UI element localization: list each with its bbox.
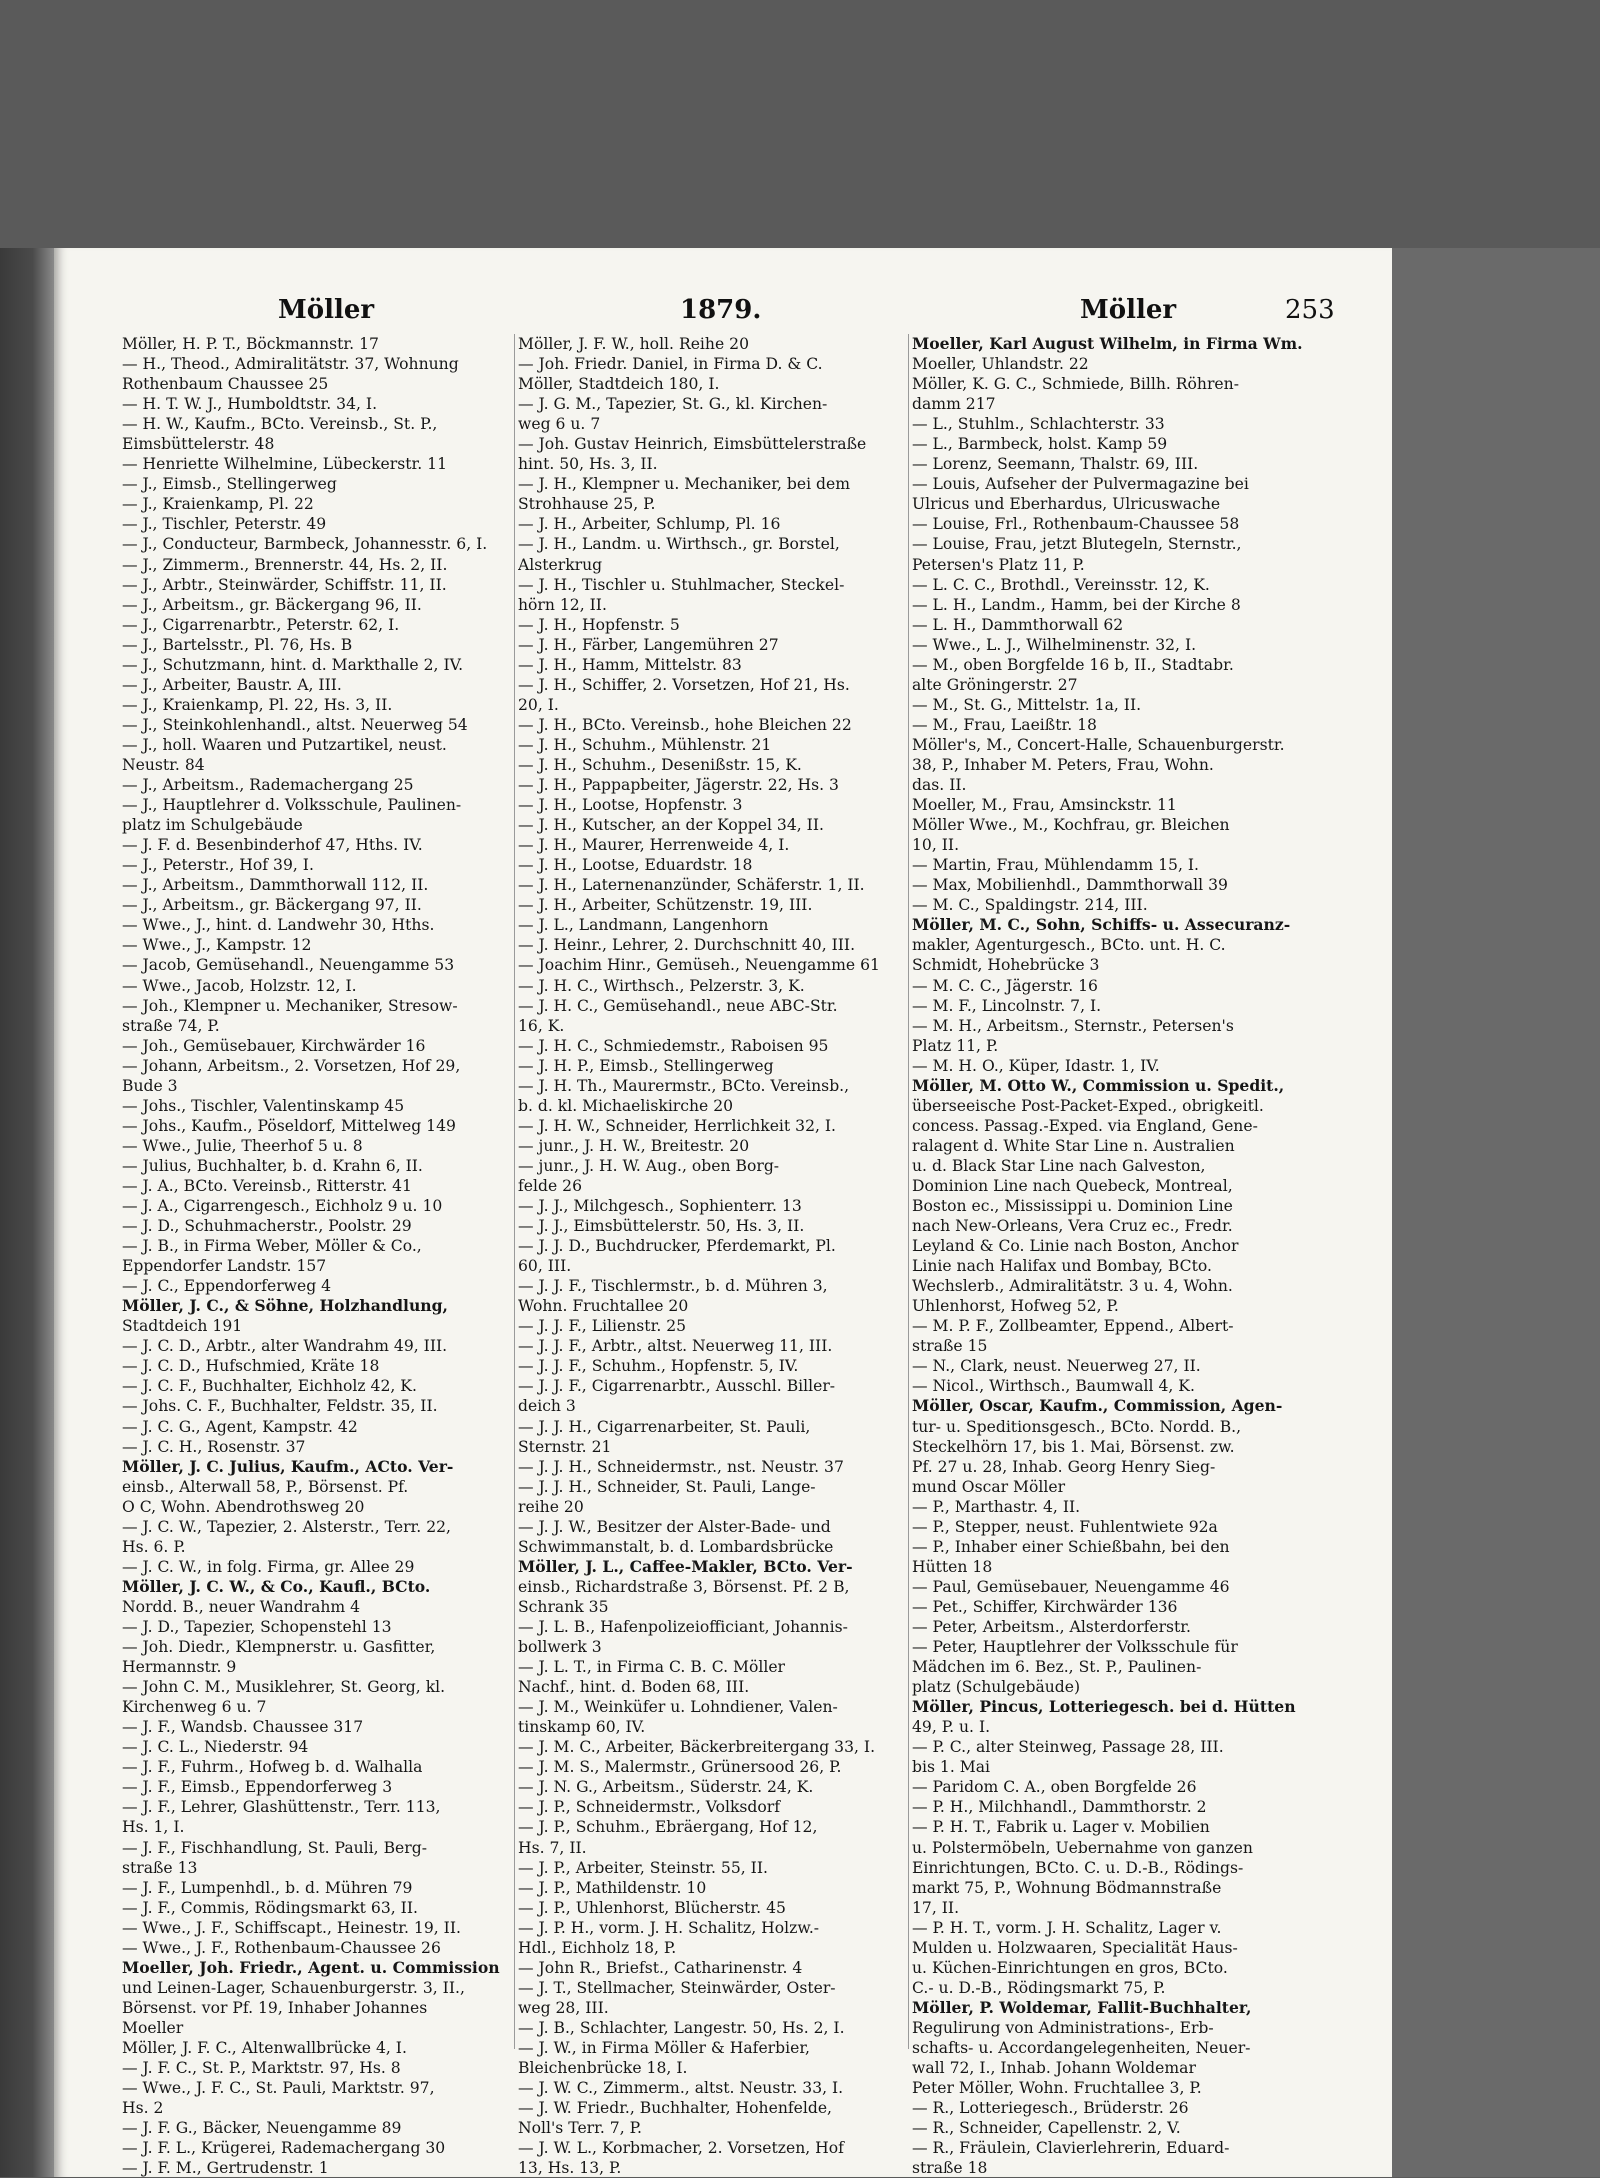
directory-entry-line: Möller, J. C., & Söhne, Holzhandlung, (122, 1296, 448, 1316)
directory-entry-line: — J., holl. Waaren und Putzartikel, neust. (122, 735, 447, 754)
directory-entry-line: Peter Möller, Wohn. Fruchtallee 3, P. (912, 2079, 1202, 2098)
directory-entry-line: — J. H., Arbeiter, Schlump, Pl. 16 (518, 515, 781, 534)
directory-entry-line: — L., Stuhlm., Schlachterstr. 33 (912, 415, 1165, 434)
directory-entry-line: Moeller (122, 2018, 184, 2037)
directory-entry-line: — J. P. H., vorm. J. H. Schalitz, Holzw.- (518, 1918, 820, 1937)
directory-entry-line: — J. H., Lootse, Eduardstr. 18 (518, 856, 753, 875)
directory-entry-line: — Joh. Diedr., Klempnerstr. u. Gasfitter, (122, 1638, 436, 1657)
directory-entry-line: — J., Steinkohlenhandl., altst. Neuerweg 54 (122, 715, 468, 734)
directory-entry-line: reihe 20 (518, 1497, 584, 1516)
directory-entry-line: — N., Clark, neust. Neuerweg 27, II. (912, 1357, 1201, 1376)
directory-entry-line: — John R., Briefst., Catharinenstr. 4 (518, 1958, 803, 1977)
directory-entry-line: — J. M., Weinküfer u. Lohndiener, Valen- (518, 1698, 838, 1717)
directory-entry-line: — J., Arbeitsm., Dammthorwall 112, II. (122, 876, 429, 895)
directory-entry-line: Nachf., hint. d. Boden 68, III. (518, 1678, 750, 1697)
page-header (70, 295, 1340, 335)
directory-entry-line: Möller, J. C. W., & Co., Kaufl., BCto. (122, 1576, 431, 1596)
directory-entry-line: Bude 3 (122, 1076, 178, 1095)
directory-entry-line: 10, II. (912, 836, 960, 855)
directory-entry-line: — Peter, Arbeitsm., Alsterdorferstr. (912, 1618, 1192, 1636)
directory-entry-line: Dominion Line nach Quebeck, Montreal, (912, 1176, 1233, 1195)
directory-entry-line: — L. C. C., Brothdl., Vereinsstr. 12, K. (912, 575, 1210, 594)
directory-entry-line: überseeische Post-Packet-Exped., obrigkeitl. (912, 1096, 1264, 1115)
directory-entry-line: einsb., Alterwall 58, P., Börsenst. Pf. (122, 1477, 409, 1496)
directory-entry-line: hörn 12, II. (518, 595, 607, 614)
directory-entry-line: — Pet., Schiffer, Kirchwärder 136 (912, 1597, 1178, 1616)
directory-entry-line: b. d. kl. Michaeliskirche 20 (518, 1096, 734, 1115)
directory-entry-line: — J. H., Färber, Langemühren 27 (518, 635, 779, 654)
directory-entry-line: — J. B., Schlachter, Langestr. 50, Hs. 2, I. (518, 2018, 845, 2037)
directory-entry-line: markt 75, P., Wohnung Bödmannstraße (912, 1878, 1222, 1897)
directory-entry-line: — Johs., Tischler, Valentinskamp 45 (122, 1096, 405, 1115)
directory-entry-line: — Johann, Arbeitsm., 2. Vorsetzen, Hof 29, (122, 1056, 461, 1075)
directory-entry-line: O C, Wohn. Abendrothsweg 20 (122, 1497, 365, 1516)
directory-entry-line: — J. D., Schuhmacherstr., Poolstr. 29 (122, 1217, 412, 1236)
directory-entry-line: — J. F., Commis, Rödingsmarkt 63, II. (122, 1898, 418, 1917)
directory-entry-line: — Joachim Hinr., Gemüseh., Neuengamme 61 (518, 956, 880, 975)
directory-entry-line: Hermannstr. 9 (122, 1658, 237, 1677)
directory-entry-line: — J. L. T., in Firma C. B. C. Möller (518, 1658, 786, 1677)
directory-entry-line: — J. H., Kutscher, an der Koppel 34, II. (518, 816, 824, 835)
directory-entry-line: weg 6 u. 7 (518, 415, 601, 434)
directory-entry-line: — J. J., Milchgesch., Sophienterr. 13 (518, 1197, 802, 1216)
directory-entry-line: — Wwe., Julie, Theerhof 5 u. 8 (122, 1136, 363, 1155)
directory-entry-line: — junr., J. H. W., Breitestr. 20 (518, 1136, 750, 1155)
scan-background (1392, 248, 1600, 2177)
directory-entry-line: Hs. 6. P. (122, 1537, 186, 1556)
directory-entry-line: — J. H., Schiffer, 2. Vorsetzen, Hof 21, Hs. (518, 675, 850, 694)
directory-entry-line: Schmidt, Hohebrücke 3 (912, 956, 1100, 975)
directory-entry-line: — J. H. Th., Maurermstr., BCto. Vereinsb., (518, 1076, 850, 1095)
directory-entry-line: — P., Inhaber einer Schießbahn, bei den (912, 1537, 1230, 1556)
directory-entry-line: — J. F. G., Bäcker, Neuengamme 89 (122, 2119, 402, 2138)
directory-entry-line: — Jacob, Gemüsehandl., Neuengamme 53 (122, 956, 455, 975)
directory-entry-line: Moeller, Uhlandstr. 22 (912, 355, 1089, 374)
directory-entry-line: Sternstr. 21 (518, 1437, 612, 1456)
directory-entry-line: straße 18 (912, 2159, 988, 2178)
directory-entry-line: — J., Arbtr., Steinwärder, Schiffstr. 11, II. (122, 575, 447, 594)
directory-entry-line: tur- u. Speditionsgesch., BCto. Nordd. B., (912, 1417, 1242, 1436)
directory-entry-line: — Wwe., Jacob, Holzstr. 12, I. (122, 976, 357, 995)
directory-entry-line: Möller, J. F. C., Altenwallbrücke 4, I. (122, 2038, 407, 2057)
directory-entry-line: bis 1. Mai (912, 1758, 991, 1777)
header-right-name: Möller (1080, 295, 1177, 325)
directory-entry-line: — J. J. W., Besitzer der Alster-Bade- und (518, 1517, 831, 1536)
directory-entry-line: damm 217 (912, 395, 996, 414)
directory-entry-line: — Max, Mobilienhdl., Dammthorwall 39 (912, 876, 1228, 895)
directory-entry-line: — J. H., Maurer, Herrenweide 4, I. (518, 836, 790, 855)
directory-entry-line: — J. H., Klempner u. Mechaniker, bei dem (518, 475, 851, 494)
directory-entry-line: das. II. (912, 776, 967, 795)
directory-entry-line: Möller, J. F. W., holl. Reihe 20 (518, 335, 749, 353)
directory-entry-line: — J. T., Stellmacher, Steinwärder, Oster- (518, 1978, 836, 1997)
directory-entry-line: — J. F. M., Gertrudenstr. 1 (122, 2159, 329, 2178)
directory-entry-line: — M. F., Lincolnstr. 7, I. (912, 996, 1102, 1015)
column-3 (912, 334, 1310, 2178)
directory-entry-line: — Wwe., J., Kampstr. 12 (122, 936, 312, 955)
directory-entry-line: — M. H., Arbeitsm., Sternstr., Petersen's (912, 1016, 1234, 1035)
directory-entry-line: C.- u. D.-B., Rödingsmarkt 75, P. (912, 1978, 1166, 1997)
directory-entry-line: — J. C. W., Tapezier, 2. Alsterstr., Terr. 22, (122, 1517, 451, 1536)
directory-entry-line: — Lorenz, Seemann, Thalstr. 69, III. (912, 455, 1199, 474)
directory-entry-line: — J. P., Arbeiter, Steinstr. 55, II. (518, 1858, 768, 1877)
directory-entry-line: Kirchenweg 6 u. 7 (122, 1698, 267, 1717)
directory-entry-line: einsb., Richardstraße 3, Börsenst. Pf. 2 B, (518, 1577, 850, 1596)
directory-entry-line: — J., Hauptlehrer d. Volksschule, Paulinen- (122, 796, 462, 815)
directory-entry-line: Möller's, M., Concert-Halle, Schauenburgerstr. (912, 735, 1285, 754)
directory-entry-line: — Johs. C. F., Buchhalter, Feldstr. 35, II. (122, 1397, 438, 1416)
book-gutter (0, 248, 54, 2177)
directory-entry-line: — J. F., Wandsb. Chaussee 317 (122, 1718, 364, 1737)
directory-entry-line: — M., Frau, Laeißtr. 18 (912, 715, 1097, 734)
directory-entry-line: — H. T. W. J., Humboldtstr. 34, I. (122, 395, 378, 414)
directory-entry-line: — J. J. F., Tischlermstr., b. d. Mühren 3, (518, 1277, 828, 1296)
directory-entry-line: Schwimmanstalt, b. d. Lombardsbrücke (518, 1537, 834, 1556)
directory-entry-line: — J. P., Mathildenstr. 10 (518, 1878, 707, 1897)
directory-entry-line: bollwerk 3 (518, 1638, 602, 1657)
directory-entry-line: Neustr. 84 (122, 755, 205, 774)
directory-entry-line: Petersen's Platz 11, P. (912, 555, 1085, 574)
directory-entry-line: Uhlenhorst, Hofweg 52, P. (912, 1297, 1119, 1316)
directory-entry-line: 16, K. (518, 1016, 565, 1035)
directory-entry-line: wall 72, I., Inhab. Johann Woldemar (912, 2059, 1196, 2078)
directory-entry-line: — J., Schutzmann, hint. d. Markthalle 2, IV. (122, 655, 464, 674)
directory-entry-line: — J., Arbeiter, Baustr. A, III. (122, 675, 342, 694)
directory-entry-line: — J. F., Lumpenhdl., b. d. Mühren 79 (122, 1878, 413, 1897)
directory-entry-line: Möller, Oscar, Kaufm., Commission, Agen- (912, 1396, 1283, 1416)
directory-entry-line: — J. H. C., Schmiedemstr., Raboisen 95 (518, 1036, 829, 1055)
directory-entry-line: Hs. 1, I. (122, 1818, 185, 1837)
directory-entry-line: Linie nach Halifax und Bombay, BCto. (912, 1257, 1212, 1276)
directory-entry-line: — J. W. L., Korbmacher, 2. Vorsetzen, Hof (518, 2139, 844, 2158)
directory-entry-line: — R., Schneider, Capellenstr. 2, V. (912, 2119, 1181, 2138)
directory-entry-line: — Paridom C. A., oben Borgfelde 26 (912, 1778, 1197, 1797)
directory-entry-line: platz im Schulgebäude (122, 816, 303, 835)
directory-entry-line: — J. H., Schuhm., Desenißstr. 15, K. (518, 755, 802, 774)
directory-entry-line: concess. Passag.-Exped. via England, Gene- (912, 1116, 1258, 1135)
directory-entry-line: Wechslerb., Admiralitätstr. 3 u. 4, Wohn. (912, 1277, 1233, 1296)
directory-entry-line: schafts- u. Accordangelegenheiten, Neuer- (912, 2038, 1251, 2057)
directory-entry-line: — J. F. d. Besenbinderhof 47, Hths. IV. (122, 836, 423, 855)
directory-entry-line: Einrichtungen, BCto. C. u. D.-B., Rödings- (912, 1858, 1244, 1877)
directory-entry-line: — J. P., Schneidermstr., Volksdorf (518, 1798, 781, 1817)
directory-entry-line: — J. C. F., Buchhalter, Eichholz 42, K. (122, 1377, 417, 1396)
directory-entry-line: nach New-Orleans, Vera Cruz ec., Fredr. (912, 1217, 1233, 1236)
directory-entry-line: — J. J. F., Schuhm., Hopfenstr. 5, IV. (518, 1357, 799, 1376)
directory-entry-line: Regulirung von Administrations-, Erb- (912, 2018, 1214, 2037)
directory-entry-line: — Paul, Gemüsebauer, Neuengamme 46 (912, 1577, 1230, 1596)
directory-entry-line: — J. H., Hamm, Mittelstr. 83 (518, 655, 742, 674)
directory-entry-line: — J. H., Pappарbeiter, Jägerstr. 22, Hs. 3 (518, 776, 839, 795)
directory-entry-line: — J. H., Tischler u. Stuhlmacher, Steckel- (518, 575, 845, 594)
directory-entry-line: Möller, M. Otto W., Commission u. Spedit., (912, 1075, 1285, 1095)
directory-entry-line: Strohhause 25, P. (518, 495, 656, 514)
directory-entry-line: — J. W., in Firma Möller & Haferbier, (518, 2038, 811, 2057)
directory-entry-line: mund Oscar Möller (912, 1477, 1066, 1496)
directory-entry-line: — L., Barmbeck, holst. Kamp 59 (912, 435, 1168, 454)
directory-entry-line: — Louise, Frl., Rothenbaum-Chaussee 58 (912, 515, 1240, 534)
directory-entry-line: — J. G. M., Tapezier, St. G., kl. Kirchen- (518, 395, 828, 414)
directory-entry-line: — J. J. H., Schneidermstr., nst. Neustr. 37 (518, 1457, 844, 1476)
directory-entry-line: Hütten 18 (912, 1557, 993, 1576)
directory-entry-line: Pf. 27 u. 28, Inhab. Georg Henry Sieg- (912, 1457, 1216, 1476)
directory-entry-line: Möller, M. C., Sohn, Schiffs- u. Assecuranz- (912, 915, 1291, 935)
directory-entry-line: — J., Eimsb., Stellingerweg (122, 475, 337, 494)
directory-entry-line: — P. H. T., vorm. J. H. Schalitz, Lager v. (912, 1918, 1222, 1937)
directory-entry-line: Bleichenbrücke 18, I. (518, 2059, 688, 2078)
directory-entry-line: — junr., J. H. W. Aug., oben Borg- (518, 1156, 780, 1175)
directory-entry-line: Hs. 2 (122, 2099, 164, 2118)
directory-entry-line: felde 26 (518, 1176, 582, 1195)
directory-entry-line: Noll's Terr. 7, P. (518, 2119, 642, 2138)
directory-entry-line: u. Polstermöbeln, Uebernahme von ganzen (912, 1838, 1253, 1857)
directory-entry-line: 49, P. u. I. (912, 1718, 991, 1737)
directory-entry-line: — J. J. D., Buchdrucker, Pferdemarkt, Pl. (518, 1237, 836, 1256)
directory-entry-line: — J. H., Schuhm., Mühlenstr. 21 (518, 735, 772, 754)
directory-entry-line: — J. C. L., Niederstr. 94 (122, 1738, 309, 1757)
directory-entry-line: Möller, P. Woldemar, Fallit-Buchhalter, (912, 1997, 1252, 2017)
directory-entry-line: und Leinen-Lager, Schauenburgerstr. 3, II., (122, 1978, 465, 1997)
directory-entry-line: — J., Bartelsstr., Pl. 76, Hs. B (122, 635, 353, 654)
header-left-name: Möller (278, 295, 375, 325)
directory-entry-line: Hdl., Eichholz 18, P. (518, 1938, 677, 1957)
directory-entry-line: — J. M. C., Arbeiter, Bäckerbreitergang 33, I. (518, 1738, 876, 1757)
directory-entry-line: platz (Schulgebäude) (912, 1678, 1081, 1697)
directory-entry-line: Schrank 35 (518, 1597, 609, 1616)
directory-entry-line: — J. Heinr., Lehrer, 2. Durchschnitt 40, III. (518, 936, 856, 955)
directory-entry-line: — H. W., Kaufm., BCto. Vereinsb., St. P., (122, 415, 438, 434)
directory-entry-line: — J. F., Fischhandlung, St. Pauli, Berg- (122, 1838, 427, 1857)
directory-entry-line: — Wwe., J. F. C., St. Pauli, Marktstr. 97, (122, 2079, 435, 2098)
directory-entry-line: Möller, Pincus, Lotteriegesch. bei d. Hütten (912, 1697, 1296, 1717)
directory-entry-line: — J. A., BCto. Vereinsb., Ritterstr. 41 (122, 1176, 412, 1195)
directory-entry-line: — J. H. C., Wirthsch., Pelzerstr. 3, K. (518, 976, 805, 995)
directory-entry-line: Boston ec., Mississippi u. Dominion Line (912, 1197, 1233, 1216)
directory-entry-line: — J., Arbeitsm., Rademachergang 25 (122, 776, 414, 795)
directory-entry-line: — P. C., alter Steinweg, Passage 28, III. (912, 1738, 1224, 1757)
directory-entry-line: — J. H., BCto. Vereinsb., hohe Bleichen 22 (518, 715, 852, 734)
directory-entry-line: — J. J. F., Cigarrenarbtr., Ausschl. Biller- (518, 1377, 836, 1396)
directory-entry-line: — P. H., Milchhandl., Dammthorstr. 2 (912, 1798, 1207, 1817)
page-number: 253 (1285, 295, 1335, 325)
directory-entry-line: — P. H. T., Fabrik u. Lager v. Mobilien (912, 1818, 1210, 1837)
directory-entry-line: Wohn. Fruchtallee 20 (518, 1297, 689, 1316)
directory-entry-line: — Joh., Klempner u. Mechaniker, Stresow- (122, 996, 458, 1015)
directory-entry-line: — Martin, Frau, Mühlendamm 15, I. (912, 856, 1199, 875)
directory-entry-line: Hs. 7, II. (518, 1838, 587, 1857)
directory-entry-line: hint. 50, Hs. 3, II. (518, 455, 658, 474)
directory-entry-line: — Louise, Frau, jetzt Blutegeln, Sternstr., (912, 535, 1242, 554)
directory-entry-line: — J. H., Hopfenstr. 5 (518, 615, 680, 634)
directory-entry-line: — J., Cigarrenarbtr., Peterstr. 62, I. (122, 615, 400, 634)
directory-entry-line: — M., St. G., Mittelstr. 1a, II. (912, 695, 1142, 714)
directory-entry-line: — J. F., Eimsb., Eppendorferweg 3 (122, 1778, 393, 1797)
column-2 (518, 334, 916, 2178)
directory-entry-line: — J. H. C., Gemüsehandl., neue ABC-Str. (518, 996, 838, 1015)
directory-entry-line: — J. F., Fuhrm., Hofweg b. d. Walhalla (122, 1758, 423, 1777)
directory-entry-line: — J. W. Friedr., Buchhalter, Hohenfelde, (518, 2099, 833, 2118)
directory-entry-line: — Wwe., J., hint. d. Landwehr 30, Hths. (122, 916, 435, 935)
directory-entry-line: tinskamp 60, IV. (518, 1718, 646, 1737)
directory-entry-line: straße 13 (122, 1858, 198, 1877)
directory-entry-line: makler, Agenturgesch., BCto. unt. H. C. (912, 936, 1226, 955)
directory-entry-line: 60, III. (518, 1257, 572, 1276)
directory-entry-line: — Nicol., Wirthsch., Baumwall 4, K. (912, 1377, 1195, 1396)
directory-entry-line: — J., Arbeitsm., gr. Bäckergang 96, II. (122, 595, 422, 614)
directory-entry-line: — M. P. F., Zollbeamter, Eppend., Albert- (912, 1317, 1234, 1336)
directory-entry-line: Platz 11, P. (912, 1036, 999, 1055)
directory-entry-line: — M., oben Borgfelde 16 b, II., Stadtabr. (912, 655, 1234, 674)
directory-entry-line: Eimsbüttelerstr. 48 (122, 435, 275, 454)
directory-entry-line: u. d. Black Star Line nach Galveston, (912, 1156, 1206, 1175)
directory-entry-line: — J. C. G., Agent, Kampstr. 42 (122, 1417, 358, 1436)
directory-entry-line: — J. J. F., Lilienstr. 25 (518, 1317, 687, 1336)
directory-entry-line: alte Gröningerstr. 27 (912, 675, 1078, 694)
directory-entry-line: weg 28, III. (518, 1998, 609, 2017)
directory-entry-line: — P., Marthastr. 4, II. (912, 1497, 1081, 1516)
directory-entry-line: — J. H., Laternenanzünder, Schäferstr. 1, II. (518, 876, 865, 895)
directory-entry-line: — Wwe., J. F., Rothenbaum-Chaussee 26 (122, 1938, 441, 1957)
directory-entry-line: — H., Theod., Admiralitätstr. 37, Wohnung (122, 355, 459, 374)
directory-entry-line: straße 15 (912, 1337, 988, 1356)
directory-entry-line: — J. J. H., Schneider, St. Pauli, Lange- (518, 1477, 816, 1496)
header-year: 1879. (680, 295, 762, 325)
directory-entry-line: — John C. M., Musiklehrer, St. Georg, kl. (122, 1678, 446, 1697)
directory-entry-line: — J. J. H., Cigarrenarbeiter, St. Pauli, (518, 1417, 811, 1436)
directory-entry-line: Möller, J. C. Julius, Kaufm., ACto. Ver- (122, 1456, 454, 1476)
directory-entry-line: — Louis, Aufseher der Pulvermagazine bei (912, 475, 1249, 494)
directory-entry-line: — J. F. L., Krügerei, Rademachergang 30 (122, 2139, 446, 2158)
directory-entry-line: deich 3 (518, 1397, 576, 1416)
directory-entry-line: Mulden u. Holzwaaren, Specialität Haus- (912, 1938, 1238, 1957)
directory-entry-line: — M. C., Spaldingstr. 214, III. (912, 896, 1148, 915)
directory-entry-line: Möller, K. G. C., Schmiede, Billh. Röhren- (912, 375, 1239, 394)
directory-entry-line: — Wwe., L. J., Wilhelminenstr. 32, I. (912, 635, 1197, 654)
directory-entry-line: — J., Tischler, Peterstr. 49 (122, 515, 327, 534)
directory-entry-line: — J. B., in Firma Weber, Möller & Co., (122, 1237, 422, 1256)
directory-entry-line: 20, I. (518, 695, 559, 714)
directory-entry-line: Möller, H. P. T., Böckmannstr. 17 (122, 335, 379, 353)
directory-entry-line: — J. C. W., in folg. Firma, gr. Allee 29 (122, 1557, 415, 1576)
directory-entry-line: — Joh., Gemüsebauer, Kirchwärder 16 (122, 1036, 426, 1055)
directory-entry-line: 38, P., Inhaber M. Peters, Frau, Wohn. (912, 755, 1214, 774)
directory-entry-line: — R., Fräulein, Clavierlehrerin, Eduard- (912, 2139, 1230, 2158)
directory-entry-line: — R., Lotteriegesch., Brüderstr. 26 (912, 2099, 1189, 2118)
directory-entry-line: — J. J., Eimsbüttelerstr. 50, Hs. 3, II. (518, 1217, 805, 1236)
directory-entry-line: Moeller, Joh. Friedr., Agent. u. Commission (122, 1957, 500, 1977)
directory-entry-line: u. Küchen-Einrichtungen en gros, BCto. (912, 1958, 1228, 1977)
directory-entry-line: Eppendorfer Landstr. 157 (122, 1257, 327, 1276)
directory-entry-line: — J., Peterstr., Hof 39, I. (122, 856, 314, 875)
directory-entry-line: — Wwe., J. F., Schiffscapt., Heinestr. 19, II. (122, 1918, 461, 1937)
directory-entry-line: — J. N. G., Arbeitsm., Süderstr. 24, K. (518, 1778, 814, 1797)
directory-entry-line: — Peter, Hauptlehrer der Volksschule für (912, 1638, 1238, 1657)
directory-entry-line: — J. H. W., Schneider, Herrlichkeit 32, I. (518, 1116, 837, 1135)
directory-entry-line: — Johs., Kaufm., Pöseldorf, Mittelweg 149 (122, 1116, 456, 1135)
directory-entry-line: Moeller, M., Frau, Amsinckstr. 11 (912, 796, 1177, 815)
directory-entry-line: — J., Zimmerm., Brennerstr. 44, Hs. 2, II. (122, 555, 448, 574)
directory-entry-line: — J. C. H., Rosenstr. 37 (122, 1437, 306, 1456)
directory-entry-line: — Henriette Wilhelmine, Lübeckerstr. 11 (122, 455, 447, 474)
directory-entry-line: — L. H., Dammthorwall 62 (912, 615, 1124, 634)
directory-entry-line: — J., Arbeitsm., gr. Bäckergang 97, II. (122, 896, 422, 915)
directory-entry-line: 13, Hs. 13, P. (518, 2159, 622, 2178)
directory-entry-line: Rothenbaum Chaussee 25 (122, 375, 329, 394)
directory-entry-line: — J. A., Cigarrengesch., Eichholz 9 u. 10 (122, 1197, 443, 1216)
directory-entry-line: — J. L., Landmann, Langenhorn (518, 916, 769, 935)
directory-entry-line: — M. H. O., Küper, Idastr. 1, IV. (912, 1056, 1160, 1075)
directory-entry-line: Moeller, Karl August Wilhelm, in Firma Wm. (912, 334, 1303, 353)
directory-entry-line: Möller, J. L., Caffee-Makler, BCto. Ver- (518, 1556, 853, 1576)
column-1 (122, 334, 520, 2178)
directory-entry-line: straße 74, P. (122, 1016, 220, 1035)
directory-entry-line: — J., Kraienkamp, Pl. 22 (122, 495, 314, 514)
directory-entry-line: — J. C. D., Arbtr., alter Wandrahm 49, III. (122, 1337, 448, 1356)
directory-entry-line: — J. H., Arbeiter, Schützenstr. 19, III. (518, 896, 813, 915)
directory-entry-line: — M. C. C., Jägerstr. 16 (912, 976, 1098, 995)
directory-entry-line: 17, II. (912, 1898, 960, 1917)
directory-entry-line: — J. F. C., St. P., Marktstr. 97, Hs. 8 (122, 2059, 401, 2078)
directory-entry-line: — L. H., Landm., Hamm, bei der Kirche 8 (912, 595, 1241, 614)
directory-entry-line: — J. P., Uhlenhorst, Blücherstr. 45 (518, 1898, 786, 1917)
directory-entry-line: — Joh. Gustav Heinrich, Eimsbüttelerstraße (518, 435, 867, 454)
directory-entry-line: Möller Wwe., M., Kochfrau, gr. Bleichen (912, 816, 1230, 835)
directory-entry-line: Ulricus und Eberhardus, Ulricuswache (912, 495, 1221, 514)
directory-entry-line: Stadtdeich 191 (122, 1317, 243, 1336)
directory-entry-line: — J., Kraienkamp, Pl. 22, Hs. 3, II. (122, 695, 393, 714)
directory-entry-line: — J. P., Schuhm., Ebräergang, Hof 12, (518, 1818, 818, 1837)
directory-entry-line: — P., Stepper, neust. Fuhlentwiete 92a (912, 1517, 1218, 1536)
directory-entry-line: — J. D., Tapezier, Schopenstehl 13 (122, 1618, 392, 1636)
directory-entry-line: Nordd. B., neuer Wandrahm 4 (122, 1597, 361, 1616)
directory-entry-line: — J. H. P., Eimsb., Stellingerweg (518, 1056, 774, 1075)
directory-entry-line: — J. W. C., Zimmerm., altst. Neustr. 33, I. (518, 2079, 844, 2098)
directory-entry-line: — Joh. Friedr. Daniel, in Firma D. & C. (518, 355, 823, 374)
directory-entry-line: Möller, Stadtdeich 180, I. (518, 375, 720, 394)
directory-entry-line: — J. L. B., Hafenpolizeiofficiant, Johannis- (518, 1618, 848, 1636)
directory-entry-line: Börsenst. vor Pf. 19, Inhaber Johannes (122, 1998, 428, 2017)
directory-entry-line: Alsterkrug (518, 555, 603, 574)
directory-entry-line: Leyland & Co. Linie nach Boston, Anchor (912, 1237, 1239, 1256)
directory-entry-line: — J. C. D., Hufschmied, Kräte 18 (122, 1357, 380, 1376)
directory-entry-line: — J. J. F., Arbtr., altst. Neuerweg 11, III. (518, 1337, 833, 1356)
directory-entry-line: Mädchen im 6. Bez., St. P., Paulinen- (912, 1658, 1202, 1677)
directory-entry-line: — J. F., Lehrer, Glashüttenstr., Terr. 113, (122, 1798, 441, 1817)
directory-entry-line: — J. C., Eppendorferweg 4 (122, 1277, 332, 1296)
directory-entry-line: — J. M. S., Malermstr., Grünersood 26, P. (518, 1758, 842, 1777)
directory-entry-line: — J. H., Lootse, Hopfenstr. 3 (518, 796, 743, 815)
directory-entry-line: — J. H., Landm. u. Wirthsch., gr. Borstel, (518, 535, 840, 554)
directory-entry-line: ralagent d. White Star Line n. Australien (912, 1136, 1235, 1155)
directory-entry-line: — J., Conducteur, Barmbeck, Johannesstr. 6, I. (122, 535, 488, 554)
directory-entry-line: — Julius, Buchhalter, b. d. Krahn 6, II. (122, 1156, 423, 1175)
directory-entry-line: Steckelhörn 17, bis 1. Mai, Börsenst. zw. (912, 1437, 1235, 1456)
